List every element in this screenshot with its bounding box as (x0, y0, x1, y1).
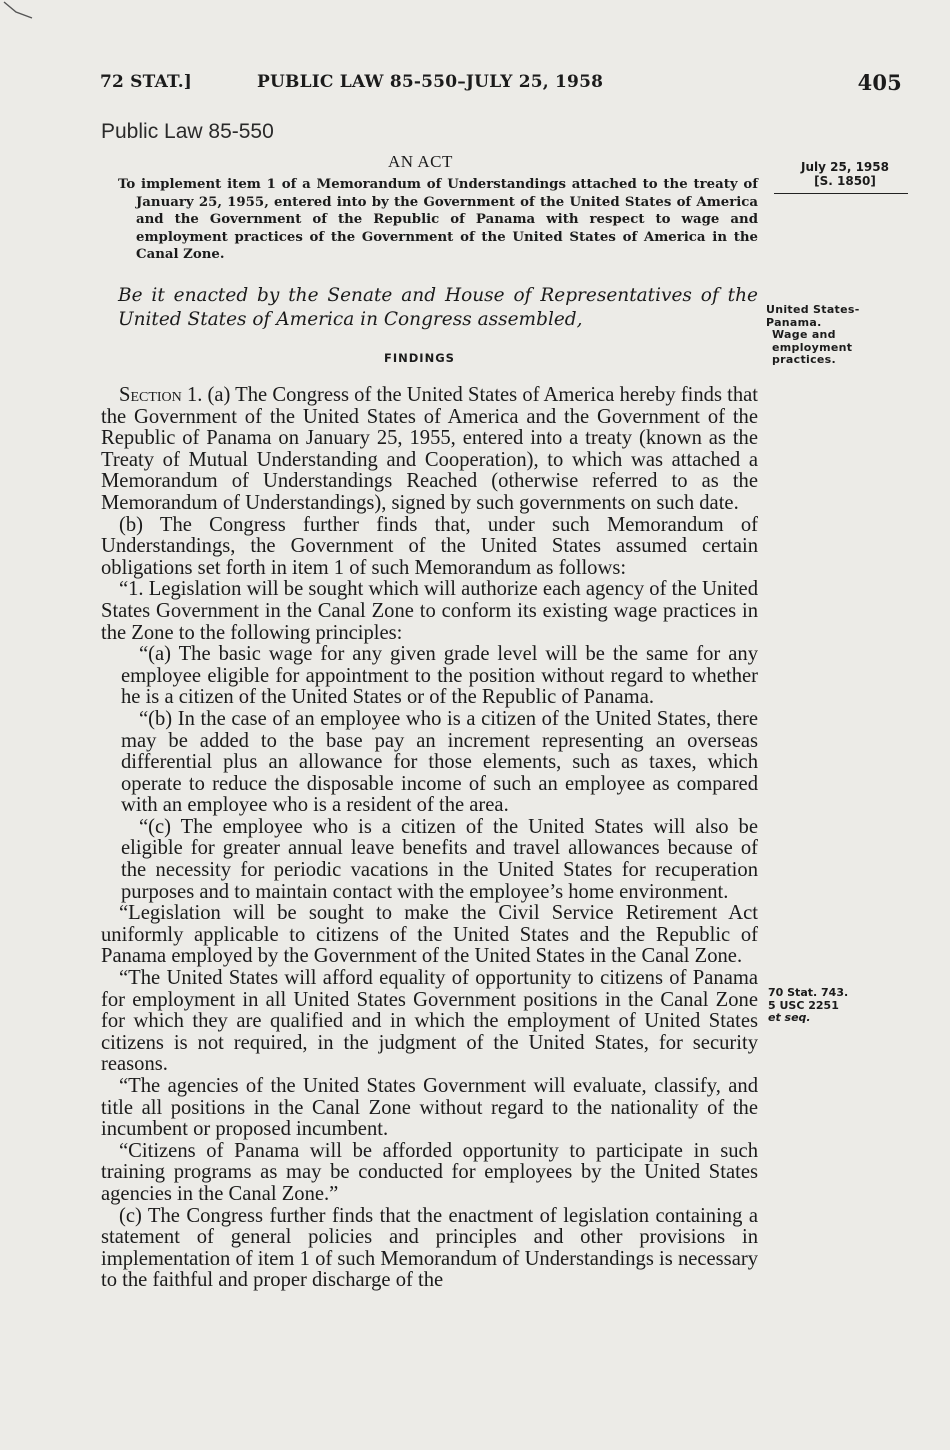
margin-ref-2: 5 USC 2251 (768, 998, 839, 1012)
paragraph-7: “Legislation will be sought to make the Civil Service Retirement Act uniformly applicable to citizens of the United States and the Republic of Panama employed by the Government of the United States in the Canal Zone. (101, 902, 758, 968)
paragraph-9: “The agencies of the United States Government will evaluate, classify, and title all positions in the Canal Zone without regard to the nationality of the incumbent or proposed incumbent. (101, 1075, 758, 1141)
paragraph-11: (c) The Congress further finds that the enactment of legislation containing a statement of general policies and principles and other provisions in implementation of item 1 of such Memorandum of Understandings is necessary to the faithful and proper discharge of the (101, 1204, 758, 1292)
margin-citation-note (768, 987, 908, 1025)
paragraph-8: “The United States will afford equality of opportunity to citizens of Panama for employment in all United States Government positions in the Canal Zone for which they are qualified and in which the employment of United States citizens is not required, in the judgment of the United States, for security reasons. (101, 967, 758, 1076)
body-text (101, 385, 758, 1292)
act-heading: AN ACT (388, 152, 453, 171)
margin-ref-3: et seq. (768, 1011, 811, 1024)
paragraph-6: “(c) The employee who is a citizen of the United States will also be eligible for greater annual leave benefits and travel allowances because of the necessity for periodic vacations in the United States for recuperation purposes and to maintain contact with the employee’s home environment. (121, 815, 758, 903)
section-heading: FINDINGS (384, 351, 455, 365)
paragraph-2: (b) The Congress further finds that, under such Memorandum of Understandings, the Government of the United States assumed certain obligations set forth in item 1 of such Memorandum as follows: (101, 513, 758, 579)
paragraph-4: “(a) The basic wage for any given grade level will be the same for any employee eligible for appointment to the position without regard to whether he is a citizen of the United States or of the Republic of Panama. (121, 643, 758, 709)
public-law-label: Public Law 85-550 (101, 120, 274, 143)
margin-ref-1: 70 Stat. 743. (768, 986, 849, 999)
stat-reference: 72 STAT.] (100, 72, 193, 92)
act-purpose: To implement item 1 of a Memorandum of Understandings attached to the treaty of January 25, 1955, entered into by the Government of the United States of America and the Government of the Republic of Panama with respect to wage and employment practices of the Government of the United States of America in the Canal Zone. (118, 177, 758, 263)
page-number: 405 (857, 70, 902, 95)
paragraph-1-text: 1. (a) The Congress of the United States of America hereby finds that the Government of the United States of America and the Government of the Republic of Panama on January 25, 1955, entered into a treaty (known as the Treaty of Mutual Understanding and Cooperation), to which was attached a Memorandum of Understandings Reached (otherwise referred to as the Memorandum of Understandings), signed by such governments on such date. (101, 384, 758, 514)
enacting-clause: Be it enacted by the Senate and House of Representatives of the United States of America in Congress assembled, (118, 285, 758, 330)
margin-date: July 25, 1958 (801, 160, 889, 174)
margin-bill: [S. 1850] (814, 174, 876, 188)
running-title: PUBLIC LAW 85-550–JULY 25, 1958 (257, 72, 604, 92)
corner-mark-icon (2, 0, 42, 22)
paragraph-10: “Citizens of Panama will be afforded opportunity to participate in such training programs as may be conducted for employees by the United States agencies in the Canal Zone.” (101, 1139, 758, 1205)
margin-topic-note (766, 304, 906, 367)
margin-topic-2: Wage and employment practices. (772, 328, 853, 366)
margin-rule (774, 193, 908, 194)
paragraph-1 (101, 385, 758, 515)
paragraph-5: “(b) In the case of an employee who is a citizen of the United States, there may be added to the base pay an increment representing an overseas differential plus an allowance for those elements, such as taxes, which operate to reduce the disposable income of such an employee as compared with an employee who is a resident of the area. (121, 707, 758, 817)
margin-topic-1: United States-Panama. (766, 303, 860, 329)
margin-date-note (784, 160, 906, 188)
section-label: Section (119, 384, 182, 406)
paragraph-3: “1. Legislation will be sought which will authorize each agency of the United States Government in the Canal Zone to conform its existing wage practices in the Zone to the following principles: (101, 578, 758, 644)
